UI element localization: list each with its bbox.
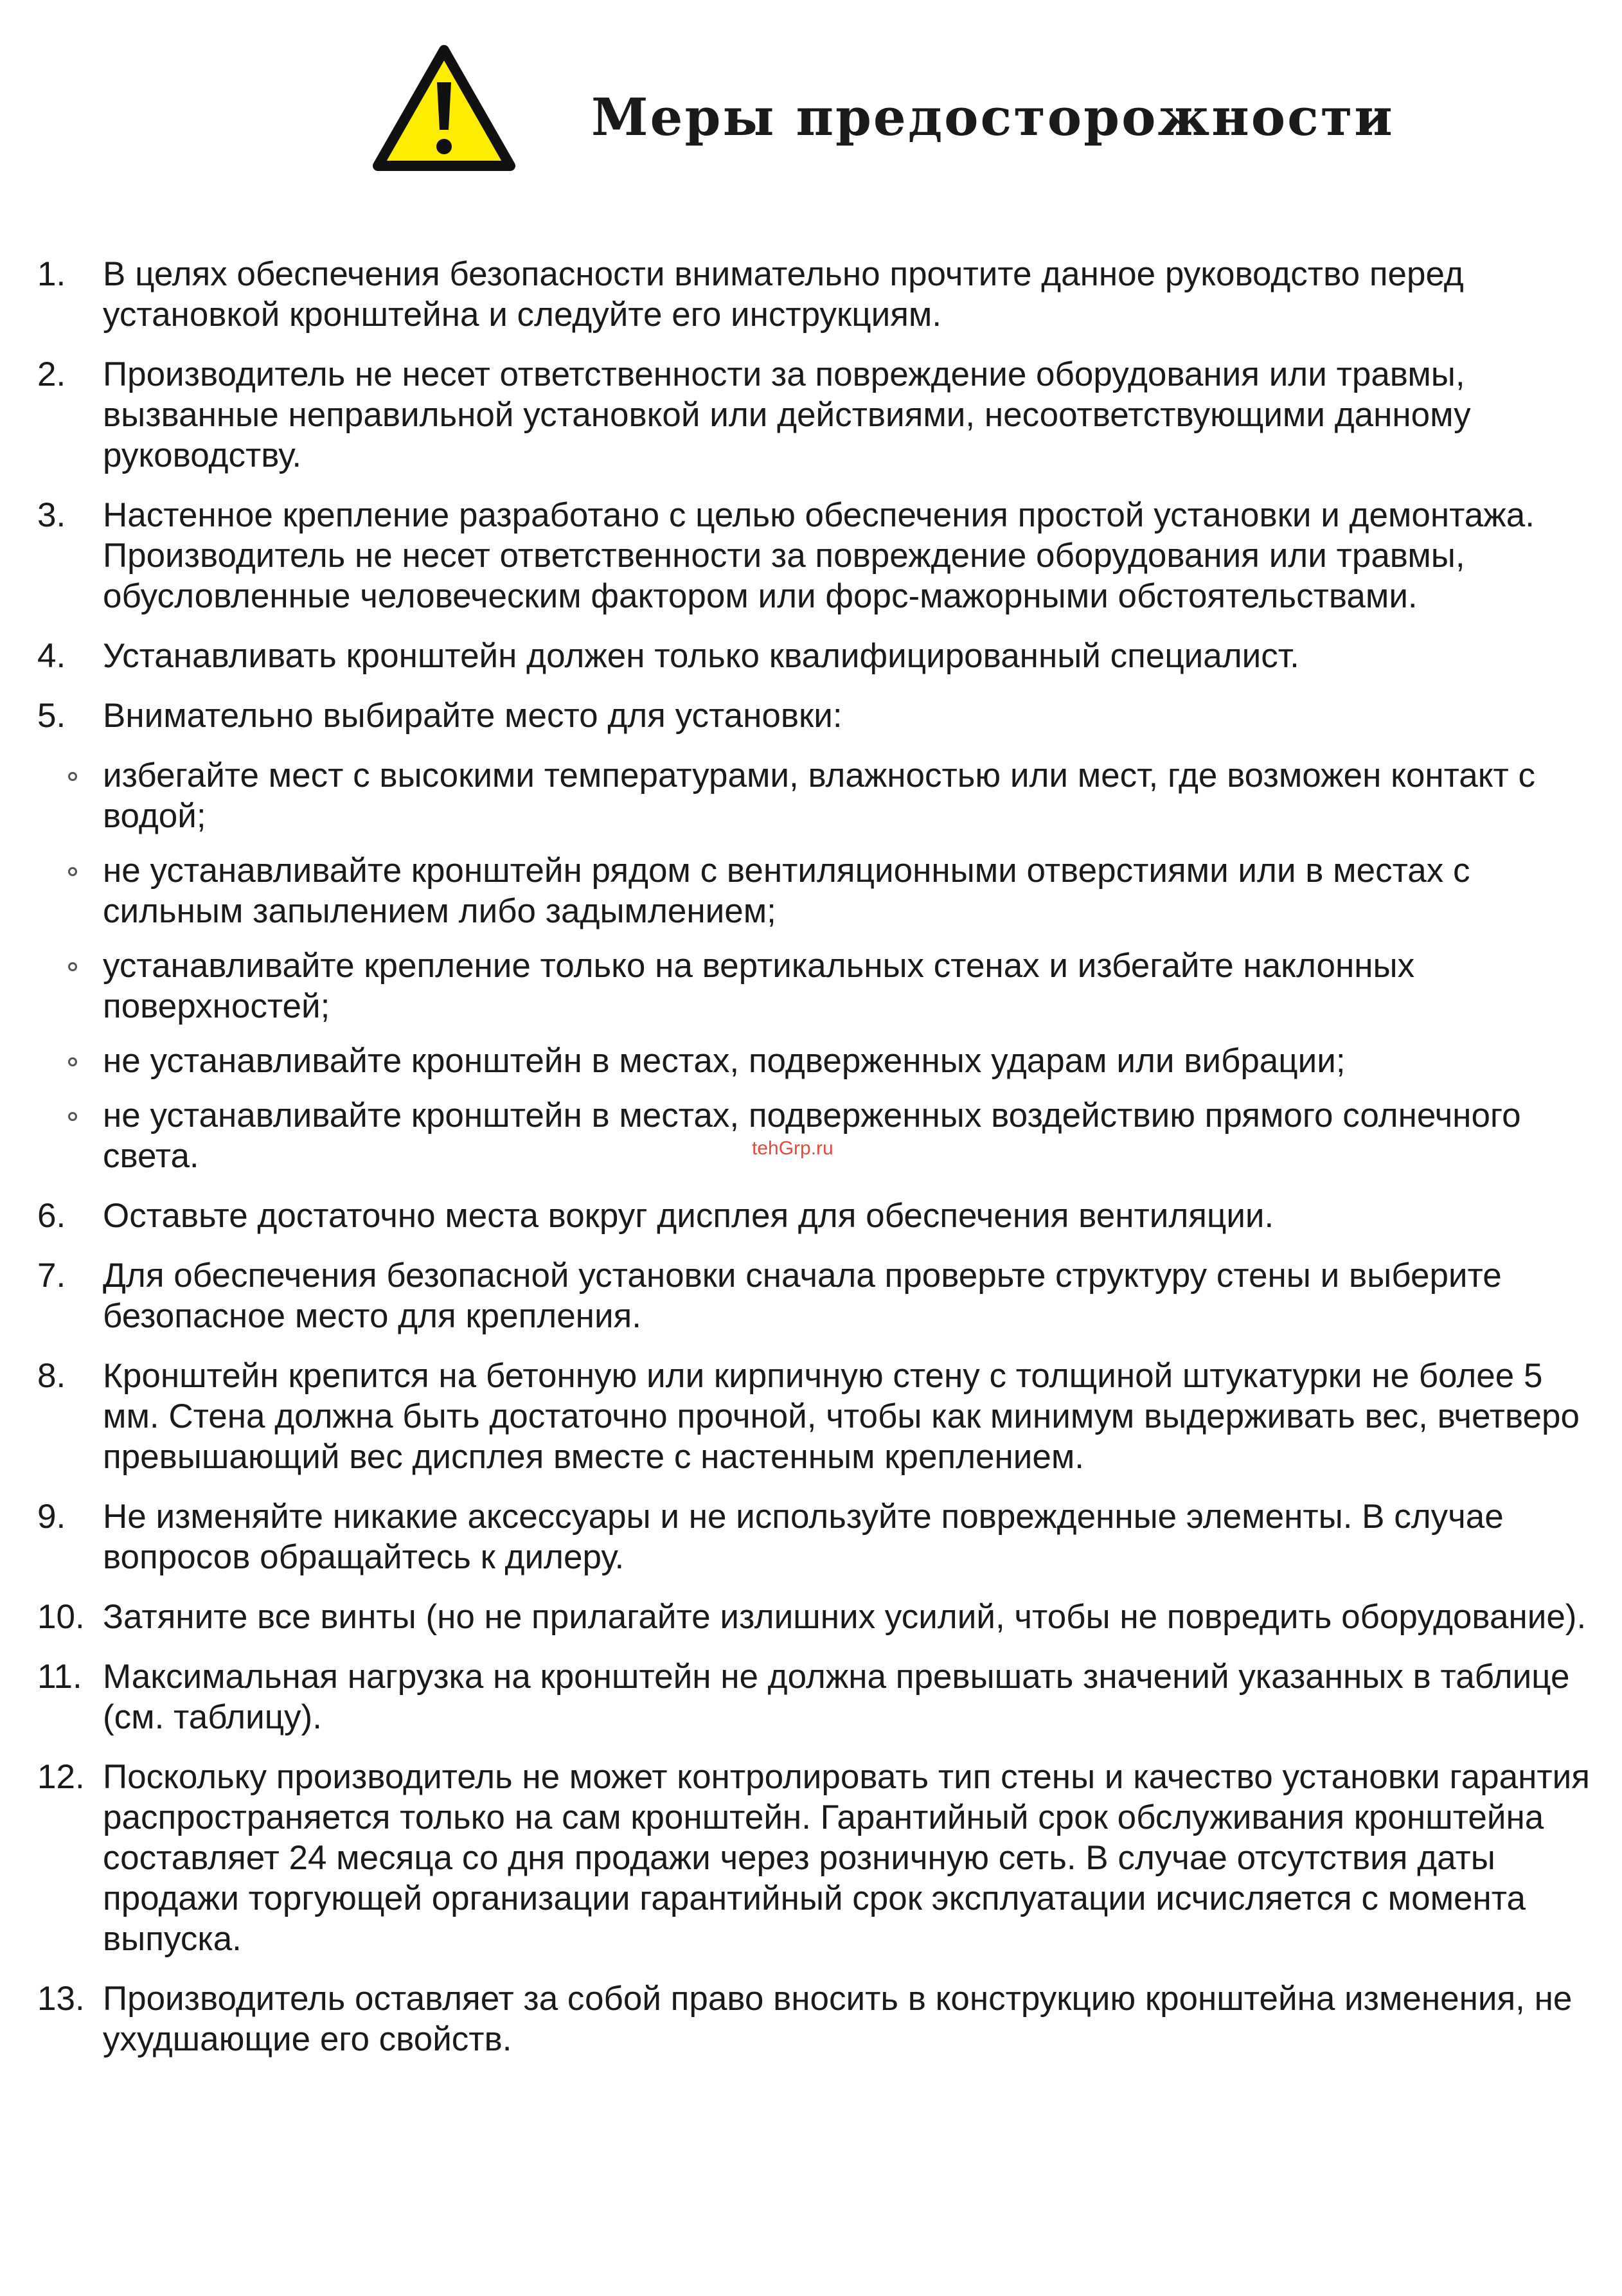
- item-text: Устанавливать кронштейн должен только квалифицированный специалист.: [103, 637, 1299, 675]
- item-text: Поскольку производитель не может контролировать тип стены и качество установки гарантия распространяется только на сам кронштейн. Гарантийный срок обслуживания кронштейна составляет 24 месяца со дня продажи через розничную сеть. В случае отсутствия даты продажи торгующей организации гарантийный срок эксплуатации исчисляется с момента выпуска.: [103, 1758, 1590, 1958]
- sub-item-text: не устанавливайте кронштейн в местах, подверженных воздействию прямого солнечного света.: [103, 1097, 1521, 1175]
- list-item: [37, 636, 1592, 676]
- item-number: 1.: [37, 255, 66, 293]
- item-number: 5.: [37, 697, 66, 735]
- item-text: Производитель оставляет за собой право вносить в конструкцию кронштейна изменения, не ухудшающие его свойств.: [103, 1980, 1573, 2058]
- sub-item-text: не устанавливайте кронштейн в местах, подверженных ударам или вибрации;: [103, 1042, 1346, 1080]
- item-text: Внимательно выбирайте место для установки:: [103, 697, 842, 735]
- bullet-icon: [68, 772, 77, 781]
- item-number: 10.: [37, 1598, 85, 1636]
- item-text: Настенное крепление разработано с целью обеспечения простой установки и демонтажа. Производитель не несет ответственности за повреждение оборудования или травмы, обусловленные человеческим фактором или форс-мажорными обстоятельствами.: [103, 496, 1535, 615]
- item-text: Максимальная нагрузка на кронштейн не должна превышать значений указанных в таблице (см. таблицу).: [103, 1658, 1570, 1736]
- list-item: [37, 1196, 1592, 1236]
- item-number: 12.: [37, 1758, 85, 1796]
- item-number: 3.: [37, 496, 66, 534]
- list-item: [37, 1656, 1592, 1737]
- list-item: [37, 495, 1592, 616]
- warning-triangle-icon: [373, 45, 515, 172]
- list-item: [37, 1597, 1592, 1637]
- sub-item-text: устанавливайте крепление только на вертикальных стенах и избегайте наклонных поверхностей;: [103, 947, 1415, 1025]
- precautions-list: [37, 254, 1592, 2079]
- header: [373, 45, 1395, 180]
- item-number: 8.: [37, 1357, 66, 1395]
- item-text: Оставьте достаточно места вокруг дисплея для обеспечения вентиляции.: [103, 1197, 1274, 1235]
- item-text: Затяните все винты (но не прилагайте излишних усилий, чтобы не повредить оборудование).: [103, 1598, 1587, 1636]
- list-item: [37, 1757, 1592, 1959]
- item-number: 11.: [37, 1658, 82, 1696]
- item-number: 9.: [37, 1498, 66, 1536]
- item-number: 7.: [37, 1257, 66, 1295]
- sub-item-text: не устанавливайте кронштейн рядом с вентиляционными отверстиями или в местах с сильным запылением либо задымлением;: [103, 852, 1470, 930]
- item-number: 13.: [37, 1980, 85, 2018]
- sub-list-item: [37, 946, 1592, 1027]
- item-text: Производитель не несет ответственности за повреждение оборудования или травмы, вызванные неправильной установкой или действиями, несоответствующими данному руководству.: [103, 355, 1471, 474]
- list-item: [37, 354, 1592, 476]
- sub-list-item: [37, 755, 1592, 836]
- item-text: Не изменяйте никакие аксессуары и не используйте поврежденные элементы. В случае вопросов обращайтесь к дилеру.: [103, 1498, 1504, 1576]
- item-number: 2.: [37, 355, 66, 393]
- sub-item-text: избегайте мест с высокими температурами, влажностью или мест, где возможен контакт с водой;: [103, 757, 1536, 835]
- watermark: tehGrp.ru: [752, 1138, 833, 1159]
- bullet-icon: [68, 1112, 77, 1121]
- item-text: В целях обеспечения безопасности внимательно прочтите данное руководство перед установкой кронштейна и следуйте его инструкциям.: [103, 255, 1464, 334]
- list-item: [37, 1978, 1592, 2059]
- list-item: [37, 695, 1592, 736]
- item-text: Для обеспечения безопасной установки сначала проверьте структуру стены и выберите безопасное место для крепления.: [103, 1257, 1502, 1335]
- list-item: [37, 1356, 1592, 1477]
- list-item: [37, 1255, 1592, 1336]
- bullet-icon: [68, 962, 77, 971]
- sub-list-item: [37, 1095, 1592, 1176]
- bullet-icon: [68, 867, 77, 876]
- list-item: [37, 1496, 1592, 1577]
- bullet-icon: [68, 1057, 77, 1066]
- item-number: 6.: [37, 1197, 66, 1235]
- page-title: Меры предосторожности: [591, 87, 1395, 147]
- sub-list-item: [37, 850, 1592, 931]
- item-text: Кронштейн крепится на бетонную или кирпичную стену с толщиной штукатурки не более 5 мм. Стена должна быть достаточно прочной, чтобы как минимум выдерживать вес, вчетверо превышающий вес дисплея вместе с настенным креплением.: [103, 1357, 1580, 1476]
- list-item: [37, 254, 1592, 335]
- sub-list-item: [37, 1041, 1592, 1081]
- item-number: 4.: [37, 637, 66, 675]
